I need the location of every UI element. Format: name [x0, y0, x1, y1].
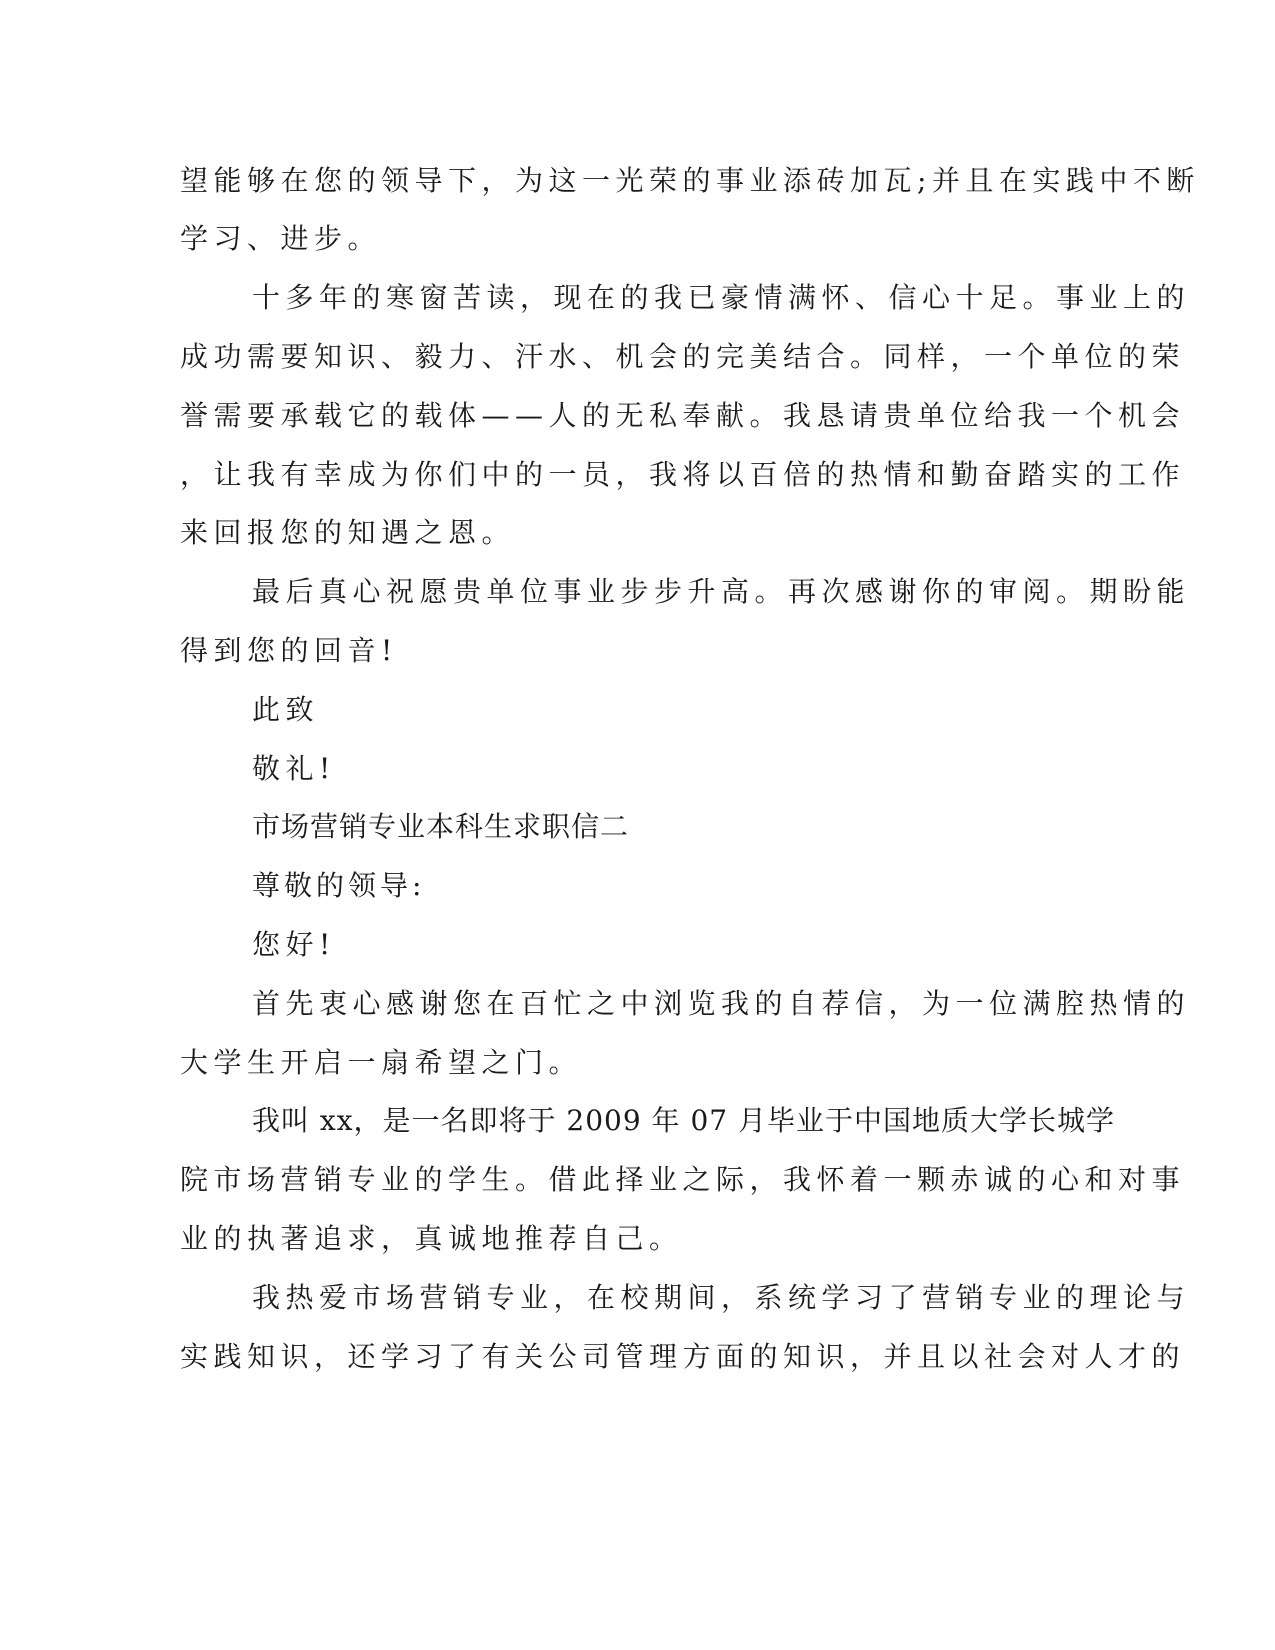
text-line: 业的执著追求，真诚地推荐自己。 [180, 1222, 683, 1255]
text-line: 十多年的寒窗苦读，现在的我已豪情满怀、信心十足。事业上的 [252, 281, 1191, 314]
closing-salutation: 此致 [252, 693, 320, 726]
closing-regards: 敬礼! [252, 752, 336, 785]
text-line: 学习、进步。 [180, 222, 382, 255]
text-line: 首先衷心感谢您在百忙之中浏览我的自荐信，为一位满腔热情的 [252, 987, 1191, 1020]
text-line: 实践知识，还学习了有关公司管理方面的知识，并且以社会对人才的 [180, 1340, 1186, 1373]
text-line: ，让我有幸成为你们中的一员，我将以百倍的热情和勤奋踏实的工作 [180, 458, 1186, 491]
text-line: 大学生开启一扇希望之门。 [180, 1046, 583, 1079]
text-line: 成功需要知识、毅力、汗水、机会的完美结合。同样，一个单位的荣 [180, 340, 1186, 373]
text-line: 得到您的回音! [180, 634, 398, 667]
text-line: 院市场营销专业的学生。借此择业之际，我怀着一颗赤诚的心和对事 [180, 1163, 1186, 1196]
text-line: 最后真心祝愿贵单位事业步步升高。再次感谢你的审阅。期盼能 [252, 575, 1191, 608]
text-line: 来回报您的知遇之恩。 [180, 516, 516, 549]
text-line: 我热爱市场营销专业，在校期间，系统学习了营销专业的理论与 [252, 1281, 1191, 1314]
greeting: 尊敬的领导: [252, 869, 426, 902]
text-line: 我叫 xx，是一名即将于 2009 年 07 月毕业于中国地质大学长城学 [252, 1104, 1115, 1137]
text-line: 望能够在您的领导下，为这一光荣的事业添砖加瓦;并且在实践中不断 [180, 164, 1200, 197]
text-line: 誉需要承载它的载体——人的无私奉献。我恳请贵单位给我一个机会 [180, 399, 1186, 432]
greeting-hello: 您好! [252, 928, 336, 961]
letter-title: 市场营销专业本科生求职信二 [252, 810, 630, 843]
